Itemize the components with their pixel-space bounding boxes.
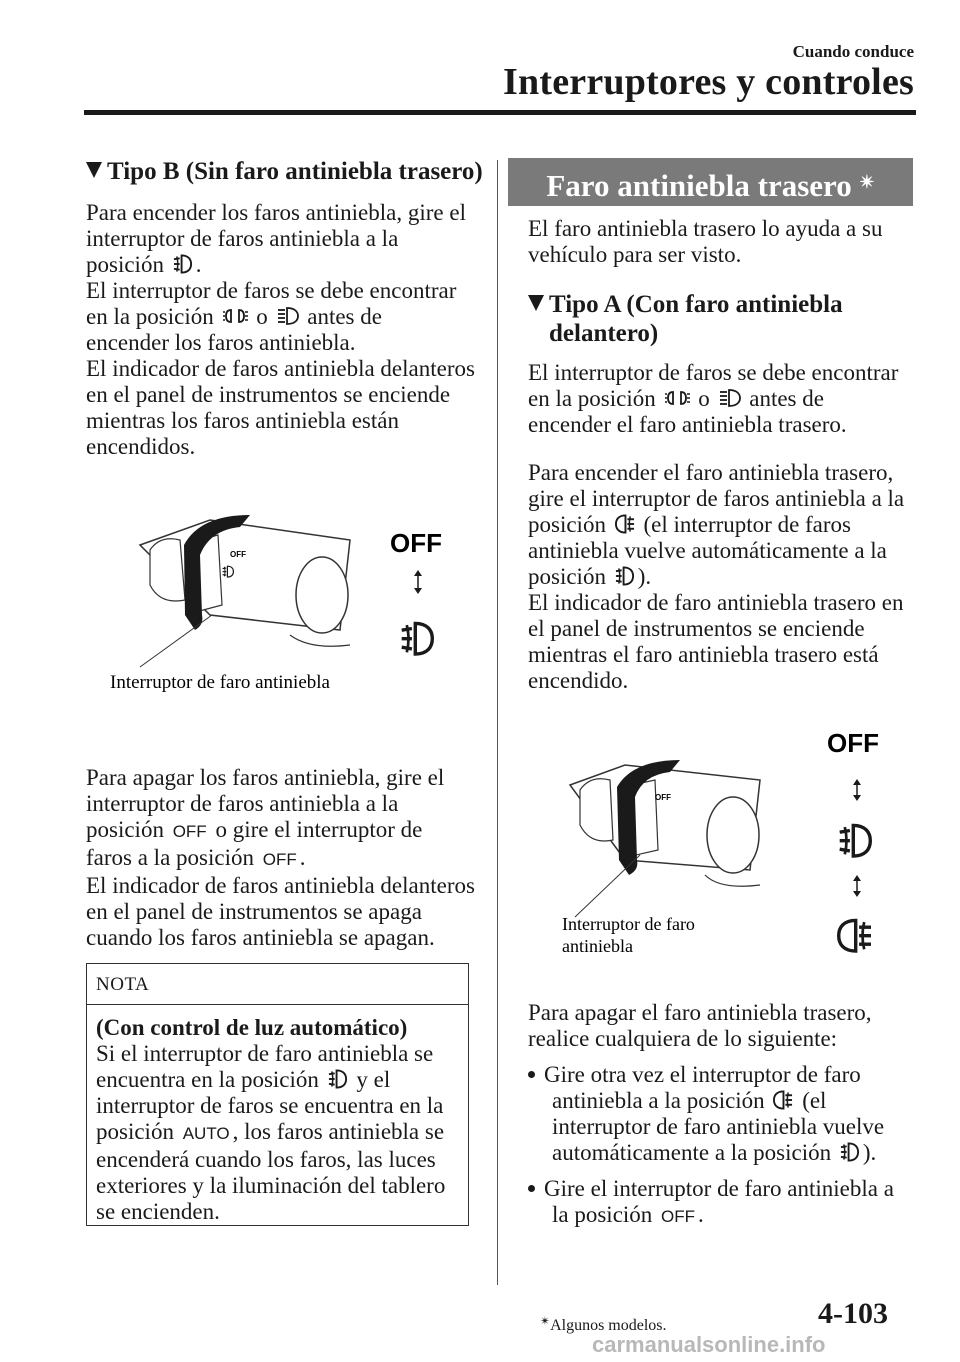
bullet-icon [528, 1185, 535, 1192]
note-divider [86, 1004, 469, 1005]
double-arrow-icon [853, 779, 861, 801]
off-label-right: OFF [827, 728, 879, 758]
left-para-1: Para encender los faros antiniebla, gire el interruptor de faros antiniebla a la posición . [86, 200, 466, 277]
footnote: ✴Algunos modelos. [540, 1314, 667, 1334]
figure-caption-right-2: antiniebla [562, 936, 633, 956]
headlight-icon [277, 305, 299, 327]
auto-symbol: AUTO [182, 1124, 230, 1143]
off-symbol: OFF [661, 1207, 696, 1226]
column-divider [497, 160, 498, 1285]
header-section: Cuando conduce [792, 42, 914, 61]
triangle-marker-icon [86, 162, 102, 178]
fog-switch-figure-right [555, 725, 915, 965]
right-para-4: El indicador de faro antiniebla trasero en el panel de instrumentos se enciende mientras el faro antiniebla trasero está encendido. [528, 590, 904, 693]
note-title: NOTA [96, 974, 150, 995]
rear-fog-icon [615, 513, 635, 535]
fog-switch-figure-left [100, 505, 460, 705]
front-fog-icon [840, 1141, 860, 1163]
parking-light-icon [223, 305, 248, 327]
svg-text:OFF: OFF [230, 550, 246, 559]
watermark: carmanualsonline.info [592, 1332, 826, 1357]
note-content: (Con control de luz automático) Si el interruptor de faro antiniebla se encuentra en la posición y el interruptor de faros se encuentra en la posición AUTO , los faros antiniebla se encenderá cuando los faros, las luces exteriores y la iluminación del tablero se encienden. [96, 1015, 466, 1225]
front-fog-icon [615, 565, 635, 587]
right-column [528, 216, 918, 694]
front-fog-icon [173, 253, 193, 275]
optional-star-icon: ✴ [859, 172, 875, 192]
optional-star-icon: ✴ [540, 1314, 551, 1328]
bullet-icon [528, 1071, 535, 1078]
right-para-2: El interruptor de faros se debe encontrar en la posición o antes de encender el faro antiniebla trasero. [528, 360, 899, 437]
svg-text:OFF: OFF [655, 793, 671, 802]
stalk-illustration [570, 760, 760, 917]
right-para-1: El faro antiniebla trasero lo ayuda a su vehículo para ser visto. [528, 216, 883, 267]
rear-fog-icon-large [839, 920, 871, 951]
parking-light-icon [665, 387, 690, 409]
right-para-5: Para apagar el faro antiniebla trasero, realice cualquiera de lo siguiente: [528, 1000, 872, 1051]
left-para-2: El interruptor de faros se debe encontrar en la posición o antes de encender los faros antiniebla. [86, 278, 457, 355]
right-heading: Tipo A (Con faro antiniebla delantero) [528, 290, 918, 348]
left-para-4: Para apagar los faros antiniebla, gire el interruptor de faros antiniebla a la posición OFF o gire el interruptor de faros a la posición OFF . [86, 765, 445, 870]
right-para-3: Para encender el faro antiniebla trasero, gire el interruptor de faros antiniebla a la posición (el interruptor de faros antiniebla vuelve automáticamente a la posición ). [528, 460, 905, 589]
double-arrow-icon [414, 570, 422, 594]
page-number: 4-103 [818, 1297, 888, 1330]
left-column [86, 157, 486, 460]
off-symbol: OFF [172, 822, 207, 841]
front-fog-icon-large [402, 623, 433, 654]
section-banner: Faro antiniebla trasero ✴ [508, 158, 913, 206]
triangle-marker-icon [528, 295, 544, 311]
header-divider [84, 110, 916, 115]
left-column-lower [86, 765, 486, 951]
rear-fog-icon [773, 1089, 793, 1111]
left-para-5: El indicador de faros antiniebla delanteros en el panel de instrumentos se apaga cuando los faros antiniebla se apagan. [86, 873, 475, 950]
off-symbol: OFF [262, 850, 297, 869]
page-title: Interruptores y controles [503, 61, 914, 103]
left-para-3: El indicador de faros antiniebla delanteros en el panel de instrumentos se enciende mientras los faros antiniebla están encendidos. [86, 356, 475, 459]
off-label-left: OFF [390, 528, 442, 558]
bullet-item-1: Gire otra vez el interruptor de faro antiniebla a la posición (el interruptor de faro antiniebla vuelve automáticamente a la posición ). [528, 1062, 918, 1166]
figure-caption-left: Interruptor de faro antiniebla [110, 672, 330, 693]
left-heading: Tipo B (Sin faro antiniebla trasero) [86, 157, 486, 186]
stalk-illustration [140, 515, 350, 667]
double-arrow-icon [853, 875, 861, 897]
front-fog-icon [328, 1068, 348, 1090]
bullet-item-2: Gire el interruptor de faro antiniebla a la posición OFF . [528, 1176, 918, 1230]
right-column-lower [528, 1000, 918, 1230]
note-heading: (Con control de luz automático) [96, 1015, 408, 1040]
figure-caption-right-1: Interruptor de faro [562, 914, 695, 934]
front-fog-icon-large [840, 825, 871, 856]
headlight-icon [719, 387, 741, 409]
